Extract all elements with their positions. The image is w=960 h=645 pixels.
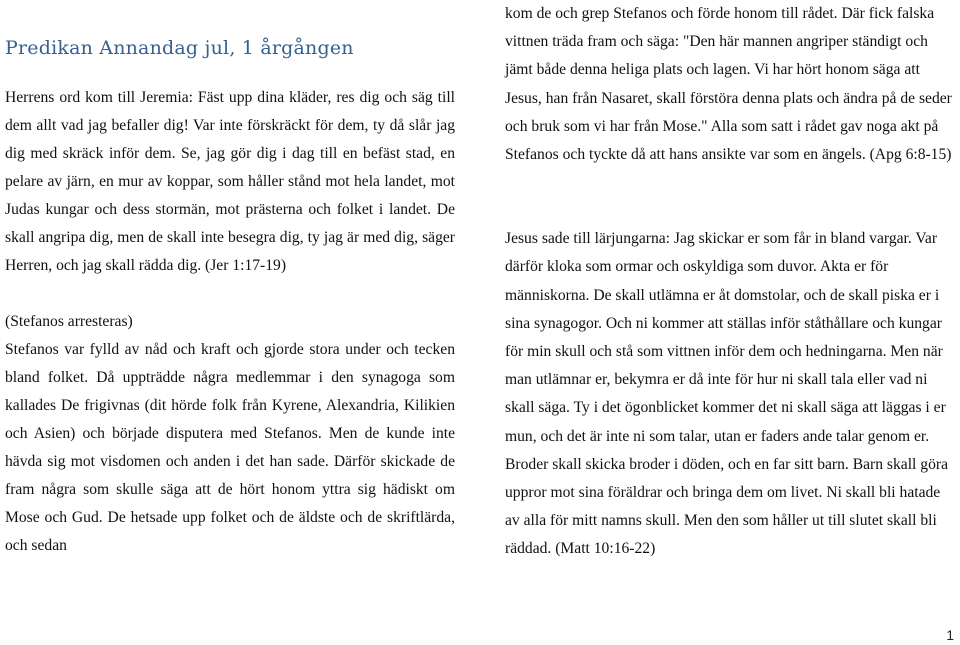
document-title: Predikan Annandag jul, 1 årgången xyxy=(5,37,354,59)
stefanos-heading: (Stefanos arresteras) xyxy=(5,313,133,330)
right-column xyxy=(505,0,957,564)
stefanos-paragraph: Stefanos var fylld av nåd och kraft och gjorde stora under och tecken bland folket. Då uppträdde några medlemmar i den synagoga som kallades De frigivnas (dit hörde folk från Kyrene, Alexandria, Kilikien och Asien) och började disputera med Stefanos. Men de kunde inte hävda sig mot visdomen och anden i det han sade. Därför skickade de fram några som skulle säga att de hört honom yttra sig hädiskt om Mose och Gud. De hetsade upp folket och de äldste och de skriftlärda, och sedan xyxy=(5,341,455,554)
spacer xyxy=(5,64,455,84)
matthew-paragraph: Jesus sade till lärjungarna: Jag skickar er som får in bland vargar. Var därför kloka som ormar och oskyldiga som duvor. Akta er för människorna. De skall utlämna er åt domstolar, och de skall piska er i sina synagogor. Och ni kommer att ställas inför ståthållare och kungar för min skull och stå som vittnen inför dem och hedningarna. Men när man utlämnar er, bekymra er då inte för hur ni skall tala eller vad ni skall säga. Ty i det ögonblicket kommer det ni skall säga att läggas i er mun, och det är inte ni som talar, utan er faders ande talar genom er. Broder skall skicka broder i döden, och en far sitt barn. Barn skall göra uppror mot sina föräldrar och bringa dem om livet. Ni skall bli hatade av alla för mitt namns skull. Men den som håller ut till slutet skall bli räddad. (Matt 10:16-22) xyxy=(505,230,948,558)
acts-continuation-paragraph: kom de och grep Stefanos och förde honom till rådet. Där fick falska vittnen träda fram och säga: "Den här mannen angriper ständigt och jämt både denna heliga plats och lagen. Vi har hört honom säga att Jesus, han från Nasaret, skall förstöra denna plats och ändra på de seder och bruk som vi har från Mose." Alla som satt i rådet gav noga akt på Stefanos och tyckte då att hans ansikte var som en ängels. (Apg 6:8-15) xyxy=(505,5,952,164)
spacer xyxy=(505,169,957,225)
page-number: 1 xyxy=(946,627,954,643)
spacer xyxy=(5,280,455,308)
jeremiah-paragraph: Herrens ord kom till Jeremia: Fäst upp dina kläder, res dig och säg till dem allt vad jag befaller dig! Var inte förskräckt för dem, ty då slår jag dig med skräck inför dem. Se, jag gör dig i dag till en befäst stad, en pelare av järn, en mur av koppar, som håller stånd mot hela landet, mot Judas kungar och dess stormän, mot prästerna och folket i landet. De skall angripa dig, men de skall inte besegra dig, ty jag är med dig, säger Herren, och jag skall rädda dig. (Jer 1:17-19) xyxy=(5,89,455,274)
left-column xyxy=(5,26,455,560)
